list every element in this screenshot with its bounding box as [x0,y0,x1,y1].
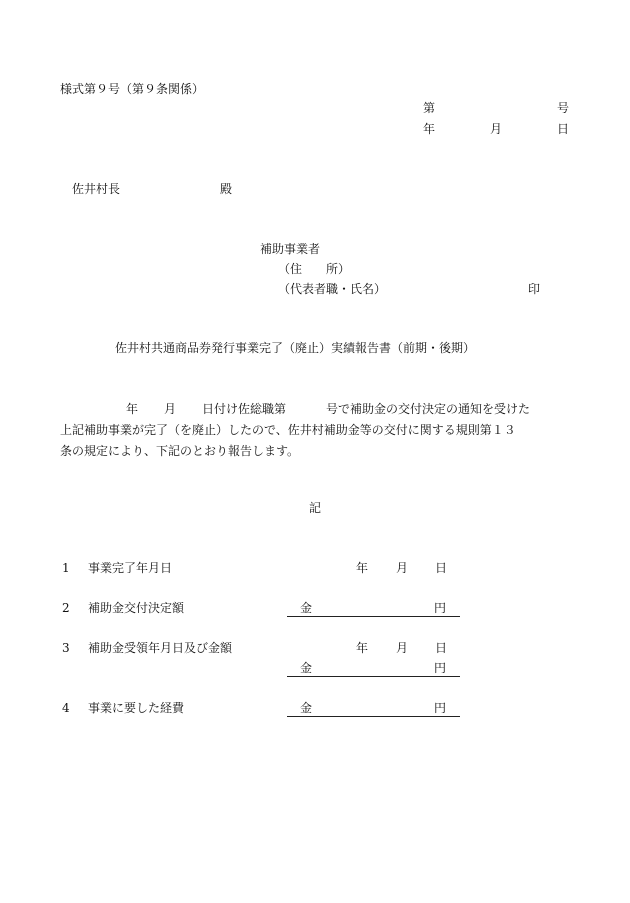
date-year: 年 [423,122,436,136]
item-4-kin: 金 [300,701,313,715]
applicant-representative-label: （代表者職・氏名） [278,282,387,296]
item-1-day: 日 [435,561,448,575]
addressee-name: 佐井村長 [72,182,121,196]
item-3-label: 補助金受領年月日及び金額 [88,641,233,655]
item-2-label: 補助金交付決定額 [88,601,185,615]
item-2-number: 2 [62,601,70,615]
body-paragraph [60,399,572,462]
item-3-kin: 金 [300,661,313,675]
item-1-number: 1 [62,561,70,575]
item-3-year: 年 [356,641,369,655]
date-month: 月 [490,122,503,136]
item-1-label: 事業完了年月日 [88,561,173,575]
body-line1-rest: 号で補助金の交付決定の通知を受けた [326,402,531,416]
item-3-number: 3 [62,641,70,655]
body-year: 年 [126,402,139,416]
item-2-kin: 金 [300,601,313,615]
body-line-1 [60,399,572,420]
ki-heading: 記 [309,501,322,515]
seal-mark: 印 [528,282,541,296]
item-4-yen: 円 [434,701,447,715]
body-month: 月 [164,402,177,416]
item-3-month: 月 [396,641,409,655]
item-3-yen: 円 [434,661,447,675]
body-line-2: 上記補助事業が完了（を廃止）したので、佐井村補助金等の交付に関する規則第１３ [60,423,516,437]
item-4-amount-underline [287,716,460,717]
addressee-honorific: 殿 [220,182,233,196]
body-date-suffix: 日付け佐総職第 [202,402,287,416]
doc-number-dai: 第 [423,101,436,115]
item-1-year: 年 [356,561,369,575]
item-3-amount-underline [287,676,460,677]
item-3-day: 日 [435,641,448,655]
item-2-yen: 円 [434,601,447,615]
item-4-number: 4 [62,701,70,715]
document-title: 佐井村共通商品券発行事業完了（廃止）実績報告書（前期・後期） [115,341,476,355]
applicant-role: 補助事業者 [260,242,321,256]
item-1-month: 月 [396,561,409,575]
applicant-address-label: （住 所） [278,262,351,276]
body-line-3: 条の規定により、下記のとおり報告します。 [60,444,300,458]
item-2-amount-underline [287,616,460,617]
form-label: 様式第９号（第９条関係） [60,82,205,96]
date-day: 日 [557,122,570,136]
item-4-label: 事業に要した経費 [88,701,185,715]
doc-number-go: 号 [557,101,570,115]
